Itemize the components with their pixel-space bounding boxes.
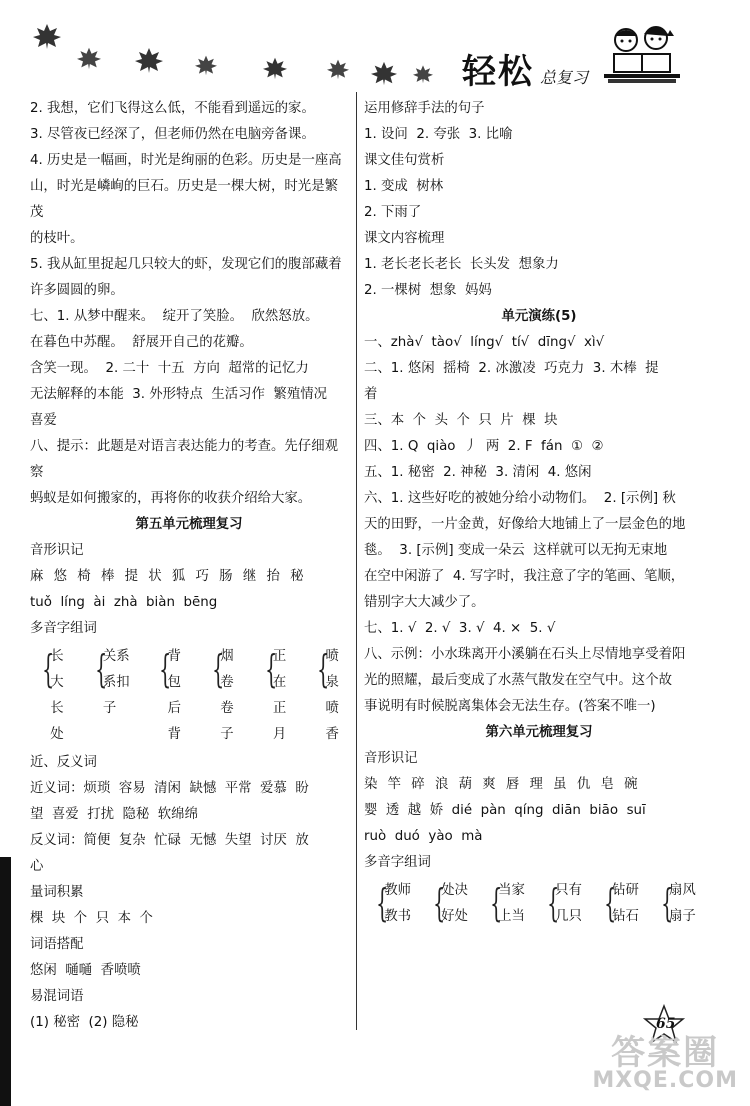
answer-line: 2. 下雨了 bbox=[364, 205, 422, 220]
subsection-label: 量词积累 bbox=[30, 885, 84, 900]
answer-line: 毯。 3. [示例] 变成一朵云 这样就可以无拘无束地 bbox=[364, 543, 668, 558]
word: 只有 bbox=[555, 883, 582, 898]
answer-line: 错别字大大减少了。 bbox=[364, 595, 485, 610]
maple-leaf-icon bbox=[32, 22, 62, 50]
maple-leaf-icon bbox=[76, 46, 102, 70]
answer-line: 五、1. 秘密 2. 神秘 3. 清闲 4. 悠闲 bbox=[364, 465, 592, 480]
section-title: 第六单元梳理复习 bbox=[485, 725, 593, 740]
word: 上当 bbox=[498, 909, 525, 924]
word: 当家 bbox=[498, 883, 525, 898]
maple-leaf-icon bbox=[262, 56, 288, 80]
answer-line: 含笑一现。 2. 二十 十五 方向 超常的记忆力 bbox=[30, 361, 309, 376]
answer-line: 事说明有时候脱离集体会无法生存。(答案不唯一) bbox=[364, 699, 656, 714]
maple-leaf-icon bbox=[370, 60, 398, 86]
answer-line: 运用修辞手法的句子 bbox=[364, 101, 485, 116]
polyphone-group: { 长大 长处 bbox=[30, 644, 73, 748]
polyphone-group: { 喷泉 喷香 bbox=[305, 644, 348, 748]
answer-line: 在暮色中苏醒。 舒展开自己的花瓣。 bbox=[30, 335, 253, 350]
char-list: 染 竿 碎 浪 葫 爽 唇 理 虽 仇 皂 碗 bbox=[364, 777, 641, 792]
word: 烟卷 bbox=[220, 649, 234, 690]
word: 正在 bbox=[272, 649, 287, 690]
practice-title: 单元演练(5) bbox=[501, 309, 577, 324]
word: 卷子 bbox=[220, 701, 234, 742]
confusable-line: (1) 秘密 (2) 隐秘 bbox=[30, 1015, 139, 1030]
subsection-label: 音形识记 bbox=[364, 751, 418, 766]
antonym-line: 反义词：简便 复杂 忙碌 无憾 失望 讨厌 放 bbox=[30, 833, 309, 848]
polyphone-group: { 当家 上当 bbox=[478, 878, 525, 930]
word: 喷香 bbox=[325, 701, 339, 742]
section-title: 第五单元梳理复习 bbox=[135, 517, 243, 532]
pinyin-list: tuǒ líng ài zhà biàn bēng bbox=[30, 595, 218, 610]
answer-line: 1. 变成 树林 bbox=[364, 179, 444, 194]
answer-line: 喜爱 bbox=[30, 413, 57, 428]
word: 钻研 bbox=[612, 883, 639, 898]
pinyin-list: 婴 透 越 娇 dié pàn qíng diān biāo suī bbox=[364, 803, 646, 818]
synonym-line: 近义词：烦琐 容易 清闲 缺憾 平常 爱慕 盼 bbox=[30, 781, 309, 796]
subsection-label: 多音字组词 bbox=[30, 621, 97, 636]
polyphone-group: { 钻研 钻石 bbox=[592, 878, 639, 930]
answer-line: 3. 尽管夜已经深了，但老师仍然在电脑旁备课。 bbox=[30, 127, 315, 142]
word: 背包 bbox=[167, 649, 182, 690]
char-list: 麻 悠 椅 棒 提 状 狐 巧 肠 继 抬 秘 bbox=[30, 569, 307, 584]
subsection-label: 近、反义词 bbox=[30, 755, 97, 770]
left-column bbox=[30, 96, 348, 1036]
antonym-line: 心 bbox=[30, 859, 44, 874]
answer-line: 2. 我想，它们飞得这么低，不能看到遥远的家。 bbox=[30, 101, 315, 116]
polyphone-group: { 教师 教书 bbox=[364, 878, 411, 930]
answer-line: 天的田野，一片金黄，好像给大地铺上了一层金色的地 bbox=[364, 517, 686, 532]
synonym-line: 望 喜爱 打扰 隐秘 软绵绵 bbox=[30, 807, 198, 822]
answer-line: 2. 一棵树 想象 妈妈 bbox=[364, 283, 492, 298]
answer-line: 三、本 个 头 个 只 片 棵 块 bbox=[364, 413, 558, 428]
maple-leaf-icon bbox=[412, 64, 434, 84]
pinyin-list: ruò duó yào mà bbox=[364, 829, 483, 844]
word: 后背 bbox=[167, 701, 182, 742]
word: 教师 bbox=[384, 883, 411, 898]
answer-line: 八、提示：此题是对语言表达能力的考查。先仔细观察 bbox=[30, 439, 338, 480]
answer-line: 1. 设问 2. 夸张 3. 比喻 bbox=[364, 127, 513, 142]
watermark-line: MXQE.COM bbox=[592, 1068, 738, 1093]
maple-leaf-icon bbox=[194, 54, 218, 76]
page-number: 65 bbox=[656, 1016, 676, 1032]
word: 长处 bbox=[50, 701, 64, 742]
polyphone-group: { 关系 系扣子 bbox=[83, 644, 138, 748]
measure-word-line: 棵 块 个 只 本 个 bbox=[30, 911, 153, 926]
word: 长大 bbox=[50, 649, 64, 690]
word: 教书 bbox=[384, 909, 411, 924]
word: 几只 bbox=[555, 909, 582, 924]
answer-line: 一、zhà√ tào√ líng√ tí√ dīng√ xì√ bbox=[364, 335, 605, 350]
answer-line: 七、1. 从梦中醒来。 绽开了笑脸。 欣然怒放。 bbox=[30, 309, 319, 324]
subsection-label: 音形识记 bbox=[30, 543, 84, 558]
answer-line: 着 bbox=[364, 387, 378, 402]
subsection-label: 易混词语 bbox=[30, 989, 84, 1004]
brand-sub-text: 总复习 bbox=[540, 68, 589, 87]
polyphone-group: { 背包 后背 bbox=[147, 644, 190, 748]
answer-line: 课文内容梳理 bbox=[364, 231, 445, 246]
answer-line: 八、示例：小水珠离开小溪躺在石头上尽情地享受着阳 bbox=[364, 647, 686, 662]
word: 系扣子 bbox=[102, 675, 130, 716]
answer-line: 蚂蚁是如何搬家的，再将你的收获介绍给大家。 bbox=[30, 491, 312, 506]
word: 关系 bbox=[102, 649, 130, 664]
word: 正月 bbox=[272, 701, 287, 742]
polyphone-groups bbox=[364, 878, 714, 930]
collocation-line: 悠闲 嗵嗵 香喷喷 bbox=[30, 963, 141, 978]
answer-line: 在空中闲游了 4. 写字时，我注意了字的笔画、笔顺， bbox=[364, 569, 685, 584]
polyphone-group: { 烟卷 卷子 bbox=[200, 644, 243, 748]
answer-line: 六、1. 这些好吃的被她分给小动物们。 2. [示例] 秋 bbox=[364, 491, 676, 506]
right-column bbox=[364, 96, 714, 932]
word: 扇风 bbox=[669, 883, 696, 898]
answer-line: 5. 我从缸里捉起几只较大的虾，发现它们的腹部藏着 bbox=[30, 257, 342, 272]
maple-leaf-icon bbox=[134, 46, 164, 74]
answer-line: 山，时光是嶙峋的巨石。历史是一棵大树，时光是繁茂 bbox=[30, 179, 338, 220]
answer-line: 七、1. √ 2. √ 3. √ 4. × 5. √ bbox=[364, 621, 556, 636]
polyphone-groups bbox=[30, 644, 348, 748]
watermark-line: 答案圈 bbox=[611, 1033, 720, 1073]
answer-line: 四、1. Q qiào 丿 两 2. F fán ① ② bbox=[364, 439, 604, 454]
word: 好处 bbox=[441, 909, 468, 924]
answer-line: 的枝叶。 bbox=[30, 231, 84, 246]
answer-line: 课文佳句赏析 bbox=[364, 153, 445, 168]
page-edge-bar bbox=[0, 857, 11, 1106]
answer-line: 二、1. 悠闲 摇椅 2. 冰激凌 巧克力 3. 木棒 提 bbox=[364, 361, 659, 376]
brand-main-text: 轻松 bbox=[462, 52, 534, 92]
polyphone-group: { 只有 几只 bbox=[535, 878, 582, 930]
subsection-label: 多音字组词 bbox=[364, 855, 431, 870]
brand-logo bbox=[462, 44, 588, 93]
column-divider bbox=[356, 92, 357, 1030]
answer-line: 无法解释的本能 3. 外形特点 生活习作 繁殖情况 bbox=[30, 387, 327, 402]
answer-line: 1. 老长老长老长 长头发 想象力 bbox=[364, 257, 559, 272]
word: 扇子 bbox=[669, 909, 696, 924]
polyphone-group: { 扇风 扇子 bbox=[649, 878, 696, 930]
watermark bbox=[592, 1033, 738, 1093]
word: 喷泉 bbox=[325, 649, 339, 690]
answer-line: 许多圆圆的卵。 bbox=[30, 283, 124, 298]
maple-leaf-icon bbox=[326, 58, 350, 80]
answer-line: 4. 历史是一幅画，时光是绚丽的色彩。历史是一座高 bbox=[30, 153, 342, 168]
reading-kids-icon bbox=[600, 22, 684, 86]
page-header bbox=[0, 0, 750, 100]
polyphone-group: { 正在 正月 bbox=[253, 644, 296, 748]
subsection-label: 词语搭配 bbox=[30, 937, 84, 952]
word: 钻石 bbox=[612, 909, 639, 924]
answer-line: 光的照耀，最后变成了水蒸气散发在空气中。这个故 bbox=[364, 673, 672, 688]
word: 处决 bbox=[441, 883, 468, 898]
polyphone-group: { 处决 好处 bbox=[421, 878, 468, 930]
